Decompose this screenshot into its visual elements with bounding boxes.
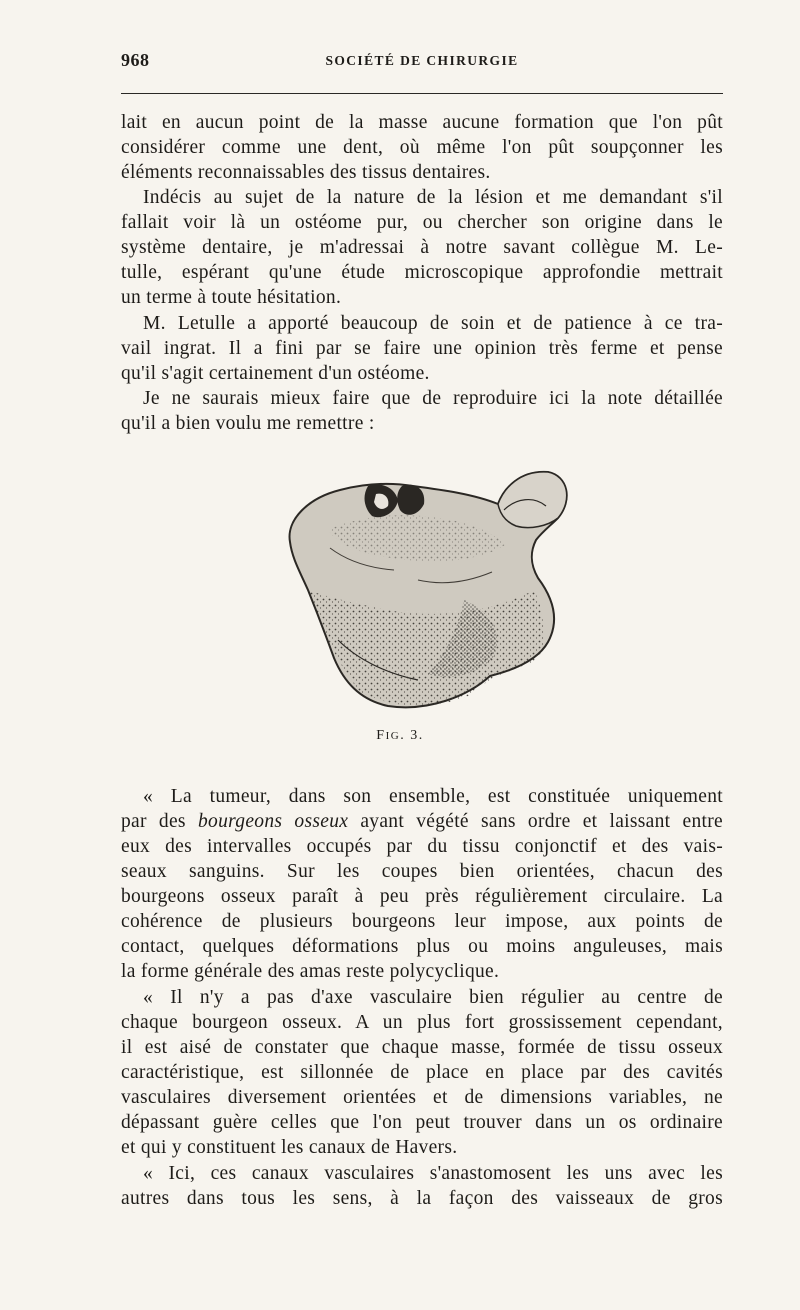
text-line: cohérence de plusieurs bourgeons leur impose, aux points de <box>121 911 723 932</box>
text-line: bourgeons osseux paraît à peu près régulièrement circulaire. La <box>121 886 723 907</box>
header-rule <box>121 93 723 94</box>
text-line: dépassant guère celles que l'on peut trouver dans un os ordinaire <box>121 1112 723 1133</box>
text-line: chaque bourgeon osseux. A un plus fort grossissement cependant, <box>121 1012 723 1033</box>
text-line: qu'il a bien voulu me remettre : <box>121 413 375 434</box>
text-line: « Il n'y a pas d'axe vasculaire bien régulier au centre de <box>143 987 723 1008</box>
text-line: eux des intervalles occupés par du tissu conjonctif et des vais- <box>121 836 723 857</box>
text-line: seaux sanguins. Sur les coupes bien orientées, chacun des <box>121 861 723 882</box>
running-head: SOCIÉTÉ DE CHIRURGIE <box>325 53 519 68</box>
text-line: il est aisé de constater que chaque masse, formée de tissu osseux <box>121 1037 723 1058</box>
text-line: « Ici, ces canaux vasculaires s'anastomosent les uns avec les <box>143 1163 723 1184</box>
text-line: et qui y constituent les canaux de Havers. <box>121 1137 458 1158</box>
text-line: M. Letulle a apporté beaucoup de soin et de patience à ce tra- <box>143 313 723 334</box>
text-line-with-italic <box>121 809 723 834</box>
text-line: système dentaire, je m'adressai à notre savant collègue M. Le- <box>121 237 723 258</box>
text-line: Je ne saurais mieux faire que de reproduire ici la note détaillée <box>143 388 723 409</box>
text-line: fallait voir là un ostéome pur, ou chercher son origine dans le <box>121 212 723 233</box>
page-number: 968 <box>121 50 150 70</box>
text-line: autres dans tous les sens, à la façon des vaisseaux de gros <box>121 1188 723 1209</box>
text-line: lait en aucun point de la masse aucune formation que l'on pût <box>121 112 723 133</box>
text-line: qu'il s'agit certainement d'un ostéome. <box>121 363 430 384</box>
text-line: Indécis au sujet de la nature de la lésion et me demandant s'il <box>143 187 723 208</box>
caption-number: . 3. <box>400 728 424 743</box>
text-run: ayant végété sans ordre et laissant entre <box>348 811 723 832</box>
text-line: éléments reconnaissables des tissus dentaires. <box>121 162 491 183</box>
text-line: vail ingrat. Il a fini par se faire une opinion très ferme et pense <box>121 338 723 359</box>
text-line: caractéristique, est sillonnée de place en place par des cavités <box>121 1062 723 1083</box>
text-run: par des <box>121 811 198 832</box>
text-line: vasculaires diversement orientées et de dimensions variables, ne <box>121 1087 723 1108</box>
caption-smallcaps: IG <box>385 730 401 742</box>
italic-term: bourgeons osseux <box>197 811 349 832</box>
bone-tumor-illustration <box>268 460 568 722</box>
text-line: tulle, espérant qu'une étude microscopique approfondie mettrait <box>121 262 723 283</box>
text-line: « La tumeur, dans son ensemble, est constituée uniquement <box>143 786 723 807</box>
text-line: un terme à toute hésitation. <box>121 287 342 308</box>
text-line: considérer comme une dent, où même l'on pût soupçonner les <box>121 137 723 158</box>
text-line: la forme générale des amas reste polycyclique. <box>121 961 500 982</box>
text-line: contact, quelques déformations plus ou moins anguleuses, mais <box>121 936 723 957</box>
figure-caption <box>0 728 800 744</box>
caption-prefix: F <box>376 728 386 743</box>
page-header <box>121 50 723 74</box>
